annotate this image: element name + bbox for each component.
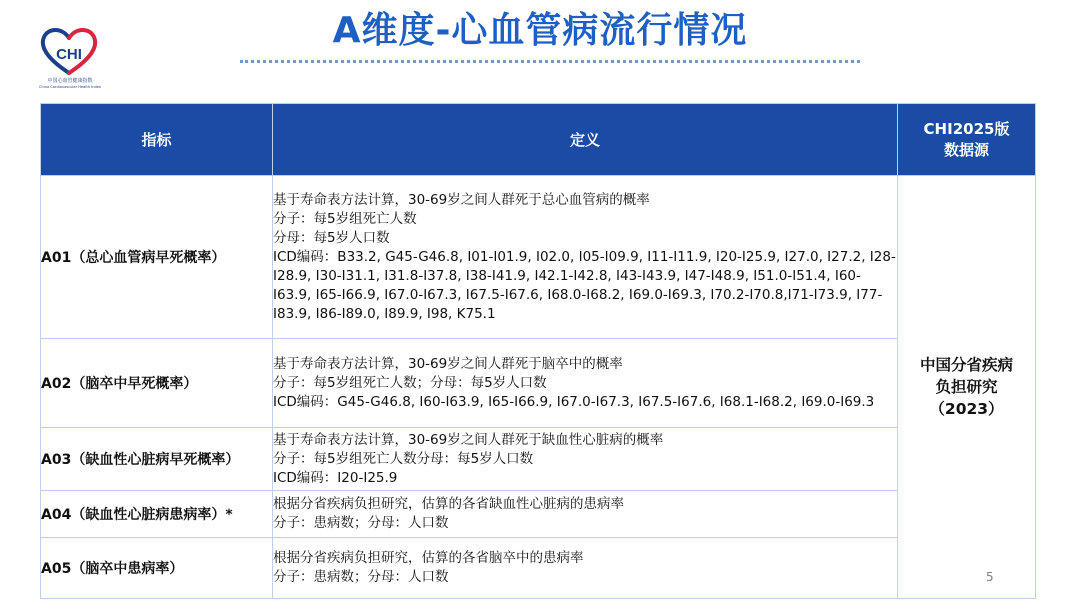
- table-header-row: [41, 104, 1036, 176]
- definition-cell: [273, 428, 898, 491]
- definition-line: 根据分省疾病负担研究，估算的各省缺血性心脏病的患病率: [273, 496, 624, 512]
- definition-cell: [273, 538, 898, 599]
- indicator-cell: A03（缺血性心脏病早死概率）: [41, 428, 273, 491]
- table-row: [41, 339, 1036, 428]
- definition-line: 分子：每5岁组死亡人数: [273, 210, 417, 227]
- indicator-table: [40, 103, 1036, 599]
- table-row: [41, 428, 1036, 491]
- definition-line: 分子：每5岁组死亡人数；分母：每5岁人口数: [273, 374, 547, 391]
- table-row: [41, 538, 1036, 599]
- header-indicator: 指标: [41, 104, 273, 176]
- header-definition: 定义: [273, 104, 898, 176]
- definition-cell: [273, 339, 898, 428]
- data-source-cell: 中国分省疾病 负担研究 （2023）: [898, 176, 1036, 599]
- definition-line: ICD编码：B33.2, G45-G46.8, I01-I01.9, I02.0, I05-I09.9, I11-I11.9, I20-I25.9, I27.0, I27.2, I28-I28.9, I30-I31.1, I31.8-I37.8, I38-I41.9, I42.1-I42.8, I43-I43.9, I47-I48.9, I51.0-I51.4, I60-I63.9, I65-I66.9, I67.0-I67.3, I67.5-I67.6, I68.0-I68.2, I69.0-I69.3, I70.2-I70.8,I71-I73.9, I77-I83.9, I86-I89.0, I89.9, I98, K75.1: [273, 248, 896, 322]
- header-data-source: CHI2025版 数据源: [898, 104, 1036, 176]
- definition-line: ICD编码：I20-I25.9: [273, 469, 398, 486]
- definition-line: 分子：患病数；分母：人口数: [273, 569, 449, 585]
- indicator-cell: A05（脑卒中患病率）: [41, 538, 273, 599]
- logo-caption: [30, 78, 110, 90]
- page-number: 5: [986, 570, 994, 584]
- chi-logo: [30, 26, 110, 96]
- heart-logo-icon: [38, 26, 100, 78]
- table-row: [41, 176, 1036, 339]
- definition-line: 根据分省疾病负担研究，估算的各省脑卒中的患病率: [273, 550, 584, 566]
- definition-line: ICD编码：G45-G46.8, I60-I63.9, I65-I66.9, I67.0-I67.3, I67.5-I67.6, I68.1-I68.2, I69.0-I69.3: [273, 393, 875, 410]
- title-divider: [240, 60, 860, 63]
- indicator-cell: A02（脑卒中早死概率）: [41, 339, 273, 428]
- logo-caption-en: China Cardiovascular Health Index: [38, 85, 102, 89]
- table-row: [41, 491, 1036, 538]
- definition-line: 分子：每5岁组死亡人数分母：每5岁人口数: [273, 450, 534, 467]
- definition-line: 基于寿命表方法计算，30-69岁之间人群死于缺血性心脏病的概率: [273, 431, 664, 448]
- indicator-cell: A01（总心血管病早死概率）: [41, 176, 273, 339]
- indicator-cell: A04（缺血性心脏病患病率）*: [41, 491, 273, 538]
- definition-cell: [273, 491, 898, 538]
- logo-text: CHI: [56, 46, 82, 63]
- page-title: A维度-心血管病流行情况: [332, 10, 748, 51]
- logo-caption-cn: 中国心血管健康指数: [47, 78, 93, 84]
- definition-cell: [273, 176, 898, 339]
- definition-line: 分母：每5岁人口数: [273, 229, 390, 246]
- definition-line: 基于寿命表方法计算，30-69岁之间人群死于脑卒中的概率: [273, 355, 623, 372]
- definition-line: 基于寿命表方法计算，30-69岁之间人群死于总心血管病的概率: [273, 191, 650, 208]
- definition-line: 分子：患病数；分母：人口数: [273, 515, 449, 531]
